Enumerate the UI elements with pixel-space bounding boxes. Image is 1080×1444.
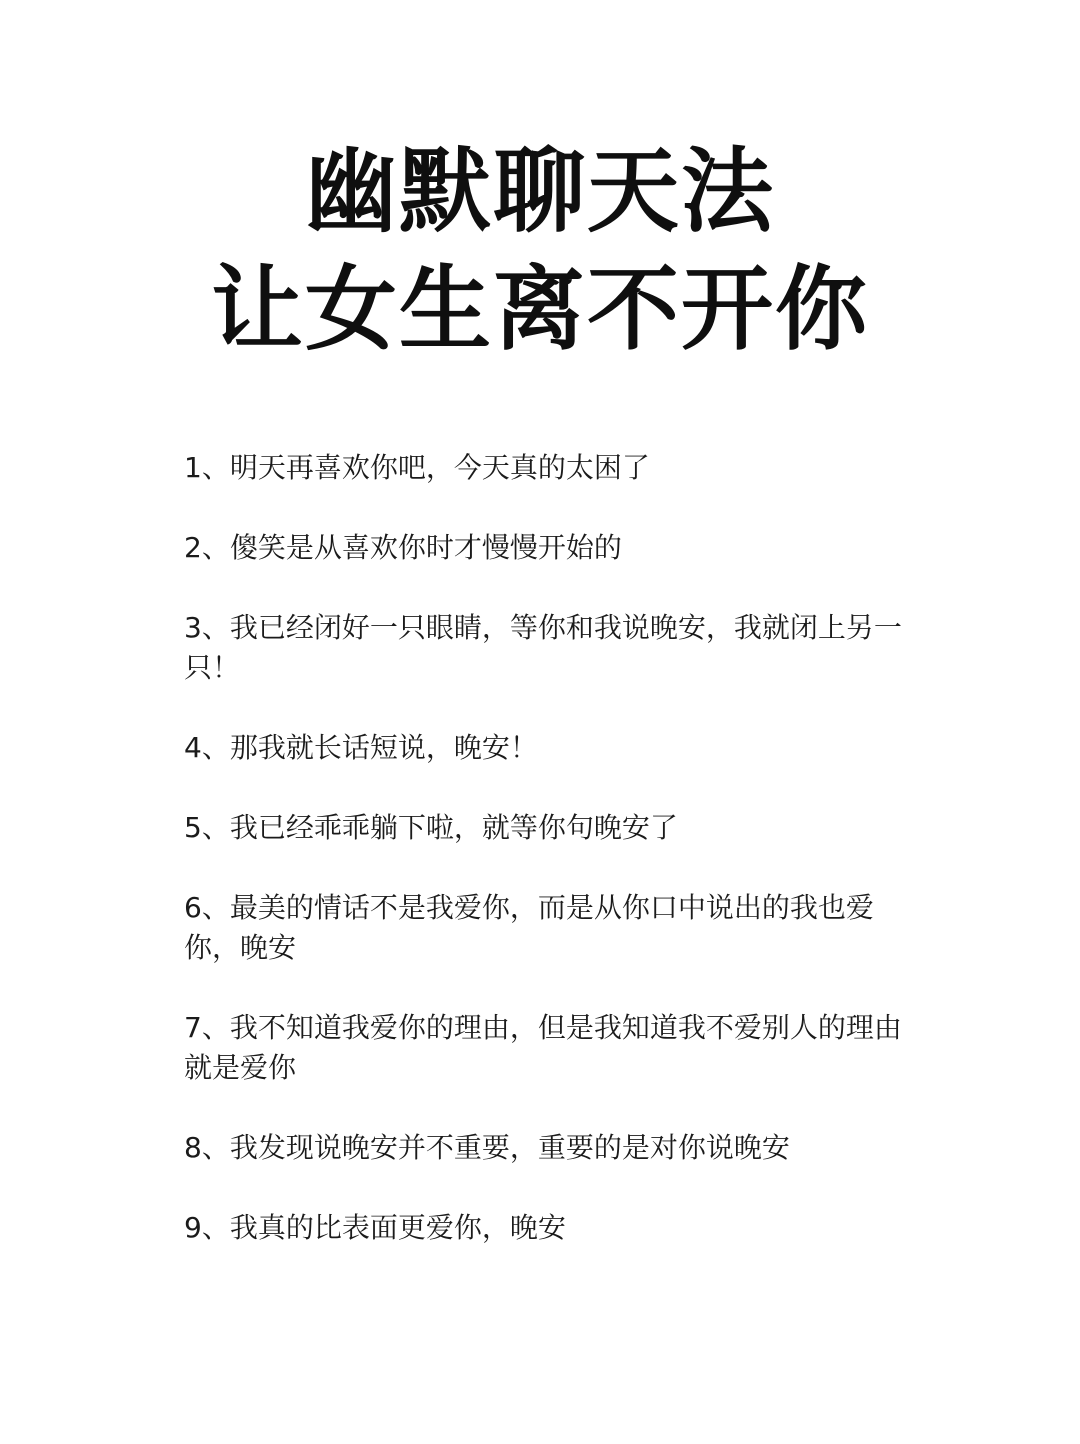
title-line-2: 让女生离不开你 xyxy=(210,255,869,363)
title-line-1: 幽默聊天法 xyxy=(304,137,775,245)
quote-list xyxy=(184,448,926,1288)
page-title xyxy=(0,132,1080,368)
list-item: 1、明天再喜欢你吧，今天真的太困了 xyxy=(184,451,650,484)
list-item: 5、我已经乖乖躺下啦，就等你句晚安了 xyxy=(184,811,678,844)
list-item: 7、我不知道我爱你的理由，但是我知道我不爱别人的理由就是爱你 xyxy=(184,1011,902,1084)
list-item: 8、我发现说晚安并不重要，重要的是对你说晚安 xyxy=(184,1131,790,1164)
list-item: 9、我真的比表面更爱你，晚安 xyxy=(184,1211,566,1244)
list-item: 3、我已经闭好一只眼睛，等你和我说晚安，我就闭上另一只！ xyxy=(184,611,902,684)
list-item: 6、最美的情话不是我爱你，而是从你口中说出的我也爱你，晚安 xyxy=(184,891,874,964)
list-item: 4、那我就长话短说，晚安！ xyxy=(184,731,538,764)
list-item: 2、傻笑是从喜欢你时才慢慢开始的 xyxy=(184,531,622,564)
